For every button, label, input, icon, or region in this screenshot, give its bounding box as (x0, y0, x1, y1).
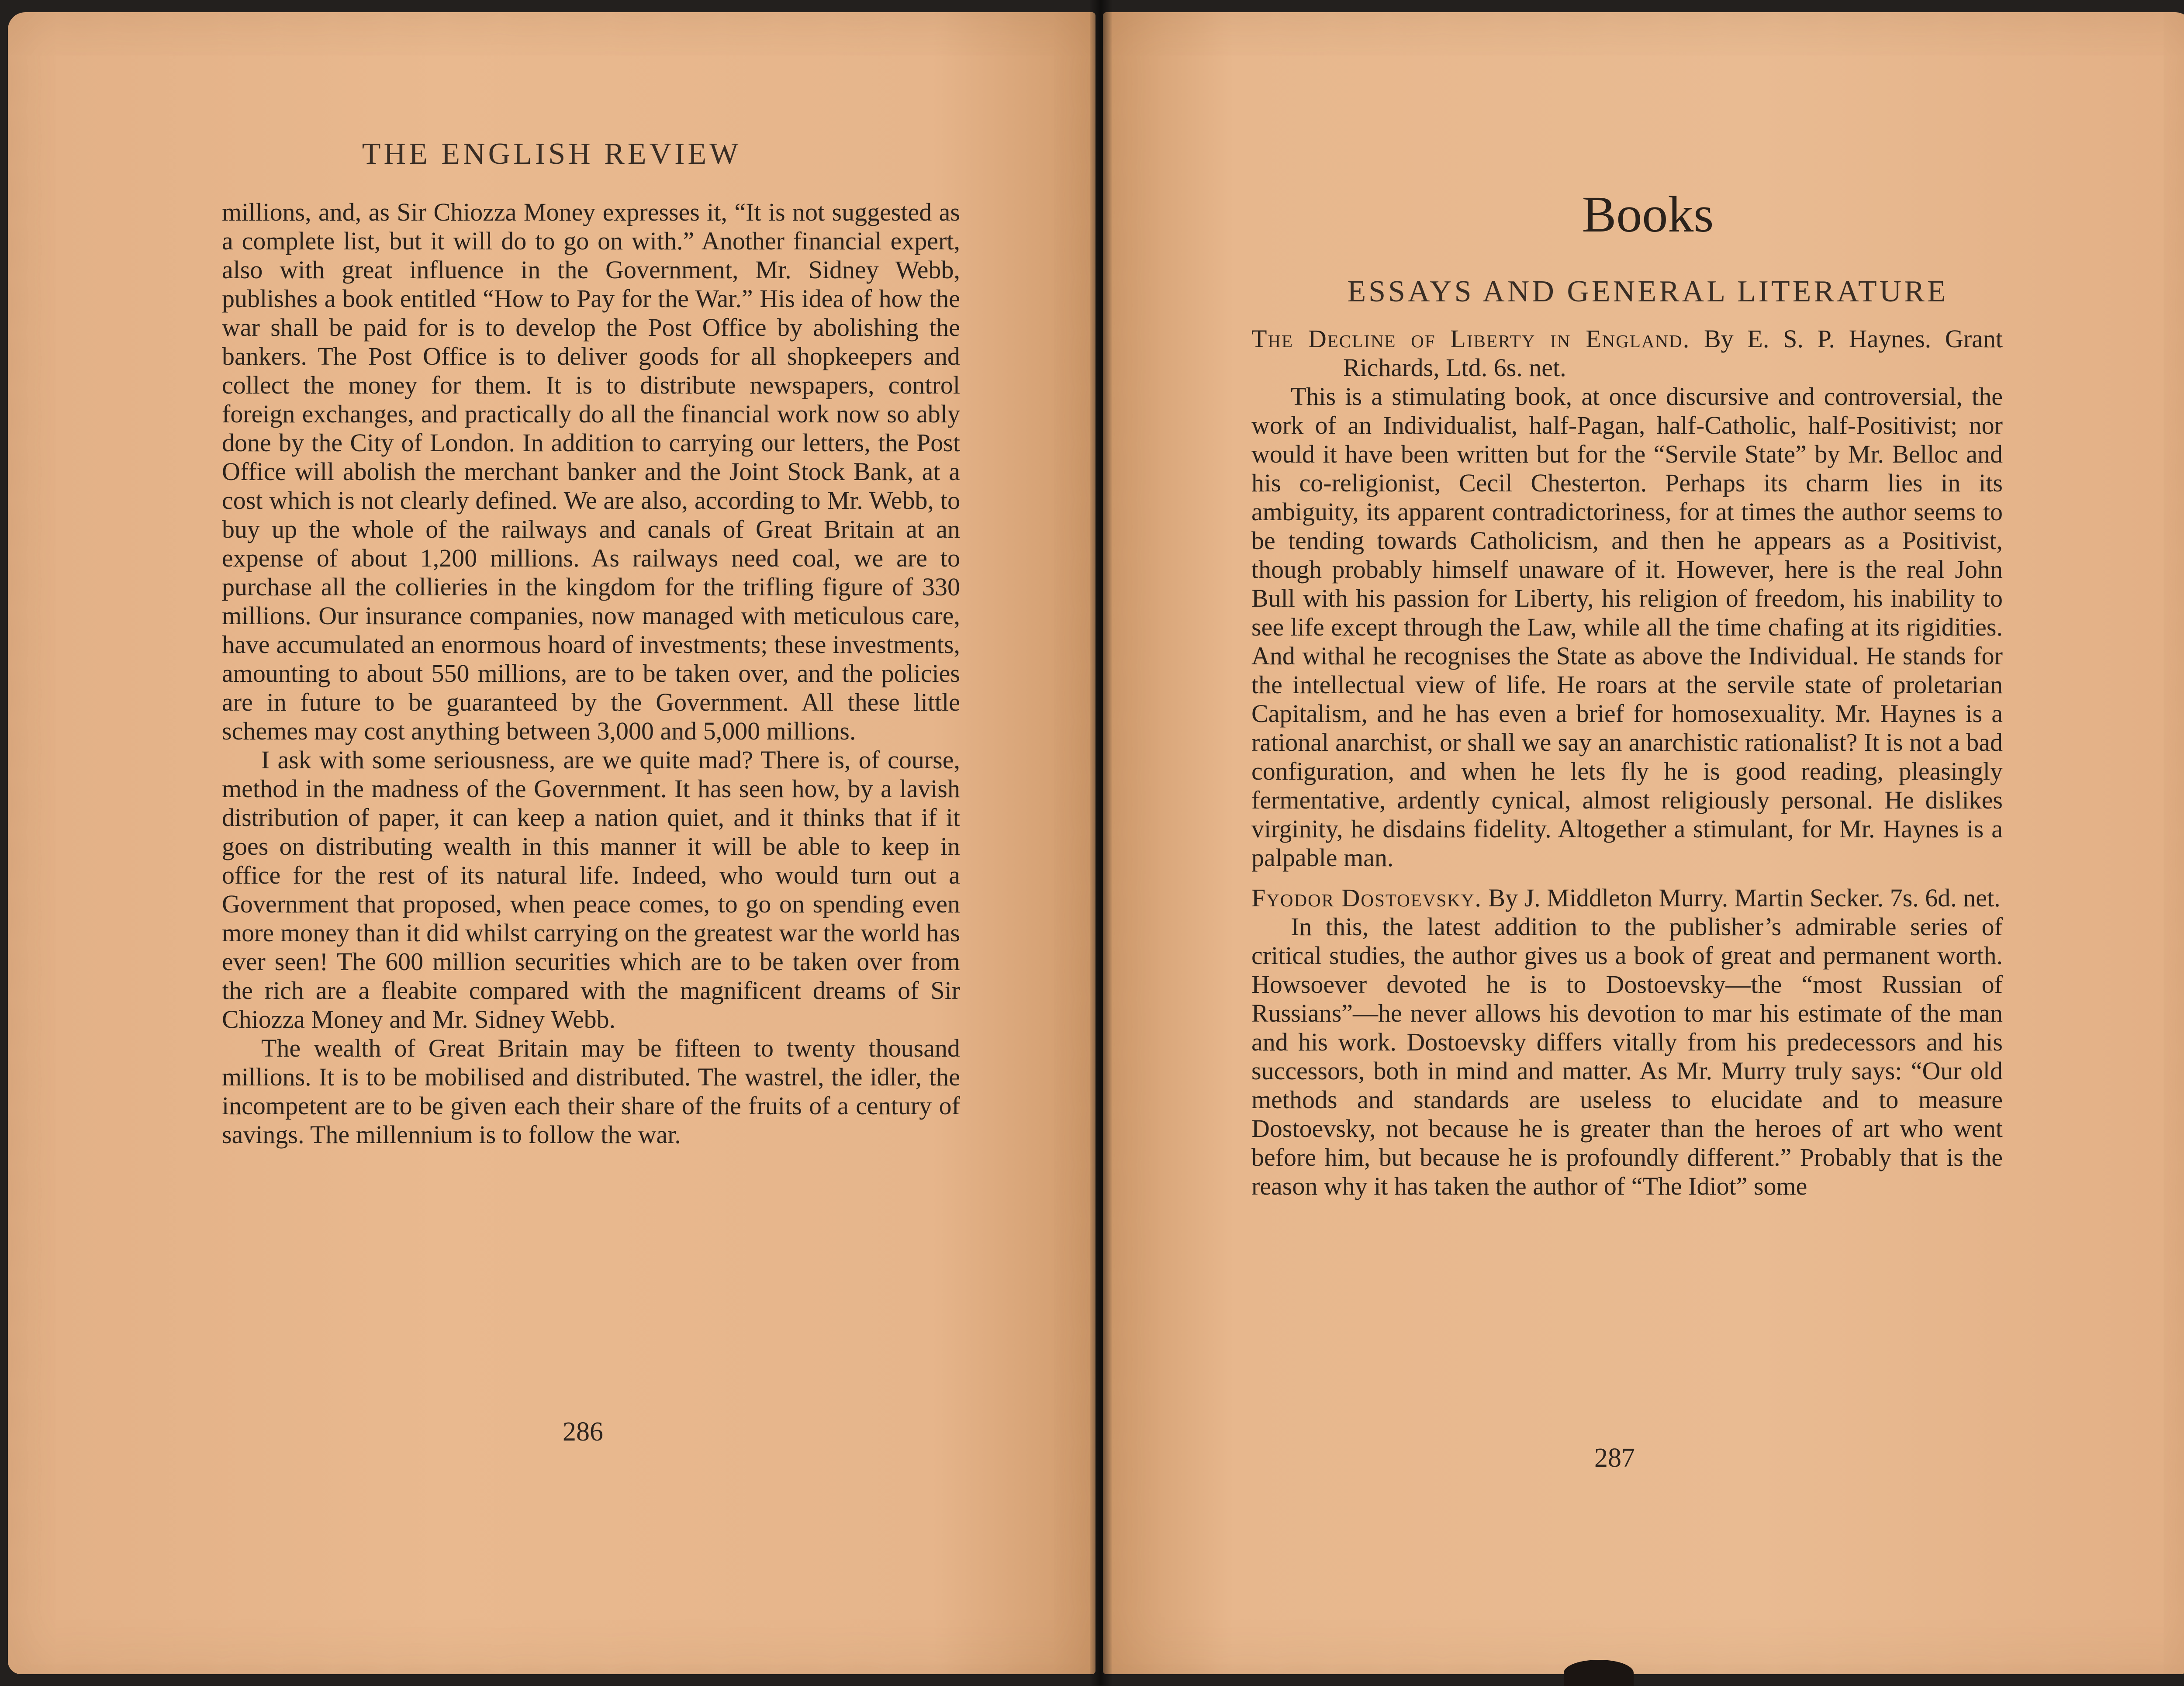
right-text-block (1251, 325, 2003, 1201)
book-details: By J. Middleton Murry. Martin Secker. 7s. 6d. net. (1482, 884, 2001, 912)
book-review: In this, the latest addition to the publisher’s admirable series of critical studies, the author gives us a book of great and permanent worth. Howsoever devoted he is to Dostoevsky—the “most Russian of Russians”—he never allows his devotion to mar his estimate of the man and his work. Dostoevsky differs vitally from his predecessors and his successors, both in mind and matter. As Mr. Murry truly says: “Our old methods and standards are useless to elucidate and to measure Dostoevsky, not because he is greater than the heroes of art who went before him, but because he is profoundly different.” Probably that is the reason why it has taken the author of “The Idiot” some (1251, 912, 2003, 1200)
book-entry-heading (1251, 325, 2003, 382)
left-text-block (222, 198, 960, 1149)
paragraph: The wealth of Great Britain may be fifteen to twenty thousand millions. It is to be mobilised and distributed. The wastrel, the idler, the incompetent are to be given each their share of the fruits of a century of savings. The millennium is to follow the war. (222, 1034, 960, 1149)
page-number: 286 (563, 1417, 603, 1447)
page-number: 287 (1594, 1443, 1635, 1473)
book-review: This is a stimulating book, at once discursive and controversial, the work of an Individualist, half-Pagan, half-Catholic, half-Positivist; nor would it have been written but for the “Servile State” by Mr. Belloc and his co-religionist, Cecil Chesterton. Perhaps its charm lies in its ambiguity, its apparent contradictoriness, for at times the author seems to be tending towards Catholicism, and then he appears as a Positivist, though probably himself unaware of it. However, here is the real John Bull with his passion for Liberty, his religion of freedom, his inability to see life except through the Law, while all the time chafing at its rigidities. And withal he recognises the State as above the Individual. He stands for the intellectual view of life. He roars at the servile state of proletarian Capitalism, and he has even a brief for homosexuality. Mr. Haynes is a rational anarchist, or shall we say an anarchistic rationalist? It is not a bad configuration, and when he lets fly he is good reading, pleasingly fermentative, ardently cynical, almost religiously personal. He dislikes virginity, he disdains fidelity. Altogether a stimulant, for Mr. Haynes is a palpable man. (1251, 382, 2003, 872)
spine-gutter (1090, 0, 1112, 1686)
section-heading: ESSAYS AND GENERAL LITERATURE (1347, 275, 1949, 308)
ink-blot (1564, 1660, 1634, 1686)
book-title: Fyodor Dostoevsky. (1251, 884, 1482, 912)
paragraph: millions, and, as Sir Chiozza Money expresses it, “It is not suggested as a complete list, but it will do to go on with.” Another financial expert, also with great influence in the Government, Mr. Sidney Webb, publishes a book entitled “How to Pay for the War.” His idea of how the war shall be paid for is to develop the Post Office by abolishing the bankers. The Post Office is to deliver goods for all shopkeepers and collect the money for them. It is to distribute newspapers, control foreign exchanges, and practically do all the financial work now so ably done by the City of London. In addition to carrying our letters, the Post Office will abolish the merchant banker and the Joint Stock Bank, at a cost which is not clearly defined. We are also, according to Mr. Webb, to buy up the whole of the railways and canals of Great Britain at an expense of about 1,200 millions. As railways need coal, we are to purchase all the collieries in the kingdom for the trifling figure of 330 millions. Our insurance companies, now managed with meticulous care, have accumulated an enormous hoard of investments; these investments, amounting to about 550 millions, are to be taken over, and the policies are in future to be guaranteed by the Government. All these little schemes may cost anything between 3,000 and 5,000 millions. (222, 198, 960, 745)
book-entry-heading (1251, 884, 2003, 912)
page-title: Books (1582, 186, 1714, 243)
running-head: THE ENGLISH REVIEW (362, 137, 742, 171)
book-title: The Decline of Liberty in England. (1251, 325, 1690, 353)
right-page (1103, 12, 2184, 1674)
paragraph: I ask with some seriousness, are we quite mad? There is, of course, method in the madness of the Government. It has seen how, by a lavish distribution of paper, it can keep a nation quiet, and it thinks that if it goes on distributing wealth in this manner it will be able to keep in office for the rest of its natural life. Indeed, who would turn out a Government that proposed, when peace comes, to go on spending even more money than it did whilst carrying on the greatest war the world has ever seen! The 600 million securities which are to be taken over from the rich are a fleabite compared with the magnificent dreams of Sir Chiozza Money and Mr. Sidney Webb. (222, 746, 960, 1033)
left-page (8, 12, 1095, 1674)
book-details: By E. S. P. Haynes. Grant Richards, Ltd. 6s. net. (1343, 325, 2003, 382)
